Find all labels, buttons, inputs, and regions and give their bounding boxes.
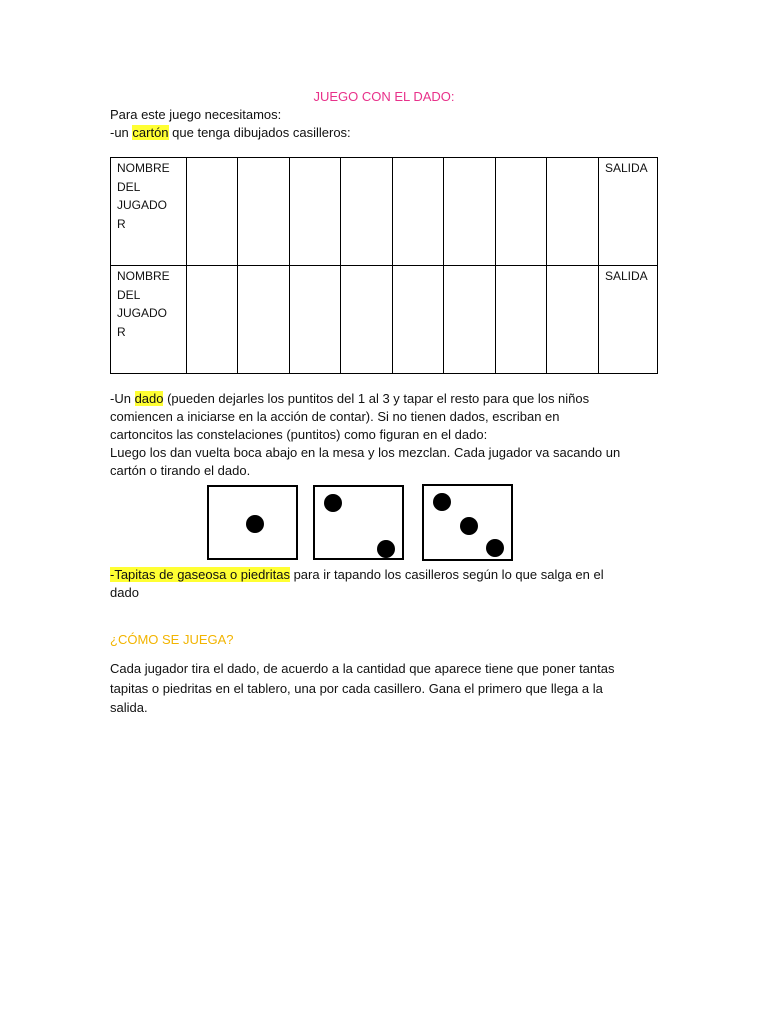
board-square xyxy=(444,266,496,374)
dado-prefix: -Un xyxy=(110,391,135,406)
tapitas-line-1 xyxy=(110,566,670,584)
player-name-cell xyxy=(111,158,187,266)
board-square xyxy=(495,266,547,374)
board-square xyxy=(238,266,290,374)
die-pip xyxy=(377,540,395,558)
dado-line-1 xyxy=(110,390,670,408)
die-pip xyxy=(324,494,342,512)
die-pip xyxy=(460,517,478,535)
exit-label: SALIDA xyxy=(604,161,648,175)
board-square xyxy=(186,266,238,374)
game-board-table xyxy=(110,157,658,374)
highlight-dado: dado xyxy=(134,391,164,406)
dado-line-5: cartón o tirando el dado. xyxy=(110,463,251,478)
board-square xyxy=(547,266,599,374)
board-square xyxy=(186,158,238,266)
player-name-cell xyxy=(111,266,187,374)
board-square xyxy=(392,158,444,266)
intro-line-2 xyxy=(110,124,670,142)
exit-cell xyxy=(598,158,657,266)
die-face-one xyxy=(207,485,298,560)
die-face-two xyxy=(313,485,404,560)
exit-label: SALIDA xyxy=(604,269,648,283)
how-to-line-3: salida. xyxy=(110,700,148,715)
die-face-three xyxy=(422,484,513,561)
board-square xyxy=(547,158,599,266)
dado-line-3: cartoncitos las constelaciones (puntitos) como figuran en el dado: xyxy=(110,427,488,442)
intro-suffix: que tenga dibujados casilleros: xyxy=(168,125,351,140)
dado-line-1-rest: (pueden dejarles los puntitos del 1 al 3 y tapar el resto para que los niños xyxy=(163,391,590,406)
tapitas-rest: para ir tapando los casilleros según lo que salga en el xyxy=(289,567,604,582)
dado-line-2: comiencen a iniciarse en la acción de contar). Si no tienen dados, escriban en xyxy=(110,409,560,424)
intro-line-1: Para este juego necesitamos: xyxy=(110,107,282,122)
tapitas-line-2: dado xyxy=(110,585,139,600)
die-pip xyxy=(486,539,504,557)
board-square xyxy=(289,158,341,266)
how-to-line-1: Cada jugador tira el dado, de acuerdo a la cantidad que aparece tiene que poner tantas xyxy=(110,661,615,676)
how-to-line-2: tapitas o piedritas en el tablero, una por cada casillero. Gana el primero que llega a la xyxy=(110,681,603,696)
board-square xyxy=(289,266,341,374)
board-square xyxy=(238,158,290,266)
highlight-tapitas: -Tapitas de gaseosa o piedritas xyxy=(110,567,290,582)
board-square xyxy=(495,158,547,266)
board-row xyxy=(111,266,658,374)
board-square xyxy=(341,158,393,266)
highlight-carton: cartón xyxy=(132,125,169,140)
dado-line-4: Luego los dan vuelta boca abajo en la mesa y los mezclan. Cada jugador va sacando un xyxy=(110,445,621,460)
die-pip xyxy=(246,515,264,533)
intro-prefix: -un xyxy=(110,125,133,140)
exit-cell xyxy=(598,266,657,374)
page-title: JUEGO CON EL DADO: xyxy=(313,89,455,104)
player-name-label: NOMBRE DEL JUGADO R xyxy=(117,161,170,231)
board-square xyxy=(341,266,393,374)
how-to-heading: ¿CÓMO SE JUEGA? xyxy=(110,632,234,647)
board-row xyxy=(111,158,658,266)
board-square xyxy=(392,266,444,374)
board-square xyxy=(444,158,496,266)
player-name-label: NOMBRE DEL JUGADO R xyxy=(117,269,170,339)
die-pip xyxy=(433,493,451,511)
